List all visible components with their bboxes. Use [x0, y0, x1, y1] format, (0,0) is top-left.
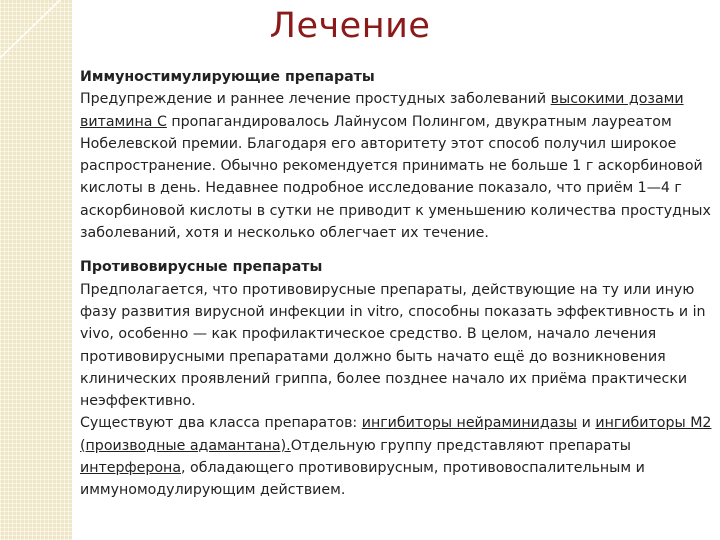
section-paragraph-drug-classes — [80, 412, 714, 501]
decorative-left-band — [0, 0, 72, 540]
paragraph-text: , обладающего противовирусным, противовоспалительным и иммуномодулирующим действием. — [80, 460, 645, 499]
decorative-diagonal-line — [0, 0, 90, 60]
section-heading-immunostimulants: Иммуностимулирующие препараты — [80, 69, 375, 85]
paragraph-text: Существуют два класса препаратов: — [80, 415, 362, 432]
link-vitamin-c[interactable]: высокими дозами витамина С — [80, 91, 684, 130]
link-interferon[interactable]: интерферона — [80, 460, 182, 477]
section-spacer — [80, 244, 714, 256]
paragraph-text: пропагандировалось Лайнусом Полингом, двукратным лауреатом Нобелевской премии. Благодаря его авторитету этот способ получил широкое распространение. Обычно рекомендуется принимать не больше 1 г аскорбиновой кислоты в день. Недавнее подробное исследование показало, что приём 1—4 г аскорбиновой кислоты в сутки не приводит к уменьшению количества простудных заболеваний, хотя и несколько облегчает их течение. — [80, 113, 711, 242]
link-m2-inhibitors[interactable]: ингибиторы М2 (производные адамантана). — [80, 415, 712, 454]
section-paragraph-antivirals: Предполагается, что противовирусные препараты, действующие на ту или иную фазу развития вирусной инфекции in vitro, способны показать эффективность и in vivo, особенно — как профилактическое средство. В целом, начало лечения противовирусными препаратами должно быть начато ещё до возникновения клинических проявлений гриппа, более позднее начало их приёма практически неэффективно. — [80, 281, 706, 410]
link-neuraminidase-inhibitors[interactable]: ингибиторы нейраминидазы — [361, 415, 578, 432]
paragraph-text: и — [577, 415, 596, 432]
paragraph-text: Отдельную группу представляют препараты — [290, 437, 631, 454]
section-heading-antivirals: Противовирусные препараты — [80, 259, 323, 276]
section-paragraph-vitamin-c — [80, 88, 714, 244]
slide-body — [80, 66, 714, 502]
page-title: Лечение — [269, 6, 431, 46]
paragraph-text: Предупреждение и раннее лечение простудных заболеваний — [80, 91, 551, 108]
